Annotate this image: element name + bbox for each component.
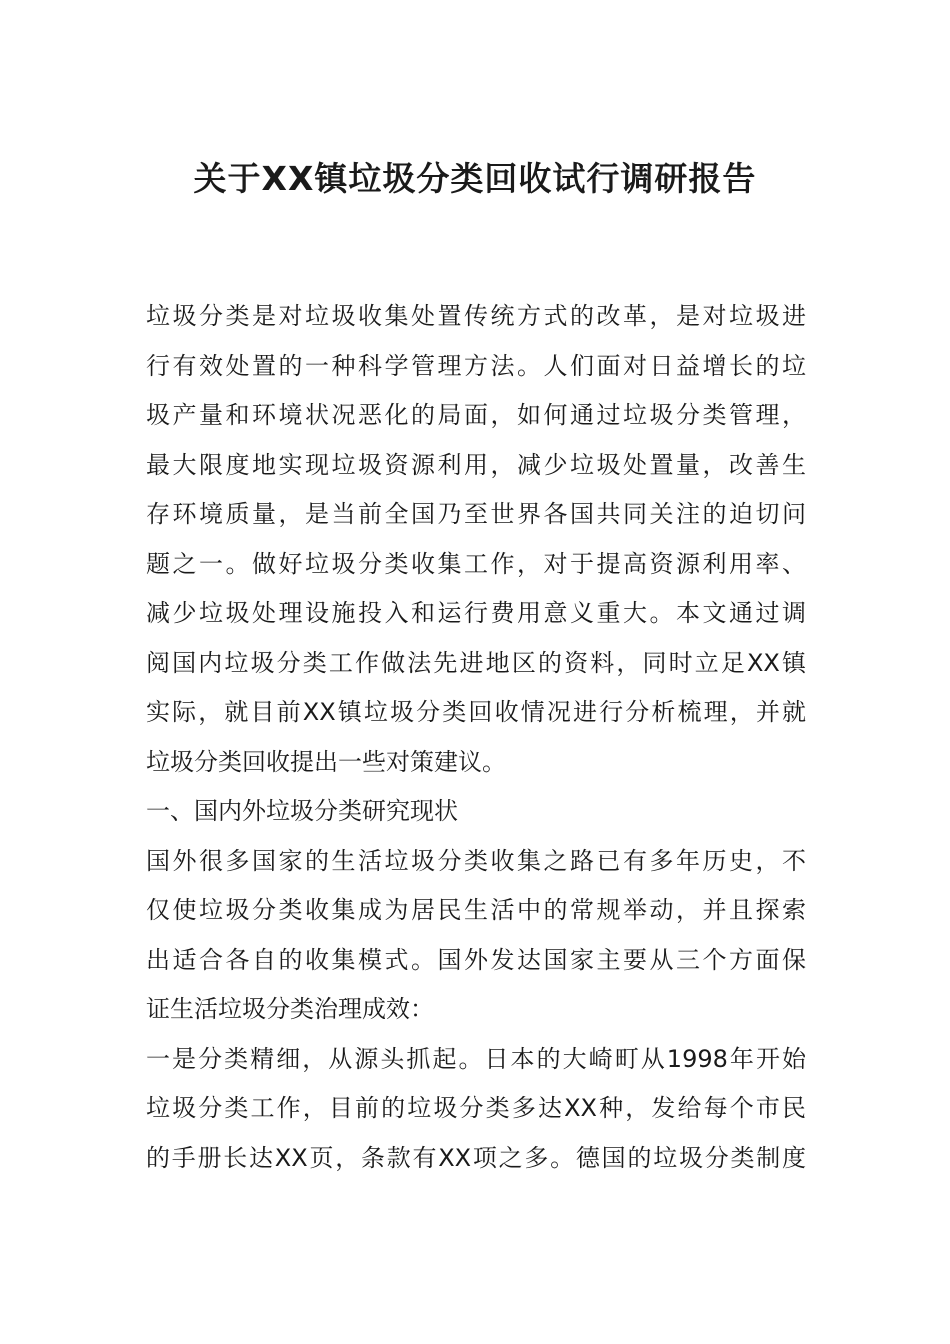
- text-line: 存环境质量，是当前全国乃至世界各国共同关注的迫切问: [146, 500, 806, 528]
- text-line: 最大限度地实现垃圾资源利用，减少垃圾处置量，改善生: [146, 450, 806, 479]
- text-line: 一是分类精细，从源头抓起。日本的大崎町从1998年开始: [146, 1044, 806, 1073]
- text-line: 阅国内垃圾分类工作做法先进地区的资料，同时立足XX镇: [146, 648, 806, 677]
- text-line: 圾产量和环境状况恶化的局面，如何通过垃圾分类管理，: [146, 401, 806, 429]
- document-body: [146, 292, 806, 1183]
- text-line: 行有效处置的一种科学管理方法。人们面对日益增长的垃: [146, 351, 806, 380]
- text-line: 仅使垃圾分类收集成为居民生活中的常规举动，并且探索: [146, 896, 806, 924]
- text-line: 垃圾分类是对垃圾收集处置传统方式的改革，是对垃圾进: [146, 302, 806, 330]
- text-line: 的手册长达XX页，条款有XX项之多。德国的垃圾分类制度: [146, 1143, 806, 1172]
- document-title: 关于XX镇垃圾分类回收试行调研报告: [193, 159, 757, 198]
- text-line: 证生活垃圾分类治理成效：: [146, 995, 434, 1023]
- text-line: 实际，就目前XX镇垃圾分类回收情况进行分析梳理，并就: [146, 698, 806, 726]
- text-line: 垃圾分类回收提出一些对策建议。: [146, 747, 506, 776]
- text-line: 题之一。做好垃圾分类收集工作，对于提高资源利用率、: [146, 549, 806, 578]
- text-line: 国外很多国家的生活垃圾分类收集之路已有多年历史，不: [146, 846, 806, 875]
- text-line: 出适合各自的收集模式。国外发达国家主要从三个方面保: [146, 945, 806, 974]
- section-heading: 一、国内外垃圾分类研究现状: [146, 797, 458, 825]
- text-line: 垃圾分类工作，目前的垃圾分类多达XX种，发给每个市民: [146, 1094, 806, 1122]
- text-line: 减少垃圾处理设施投入和运行费用意义重大。本文通过调: [146, 599, 806, 627]
